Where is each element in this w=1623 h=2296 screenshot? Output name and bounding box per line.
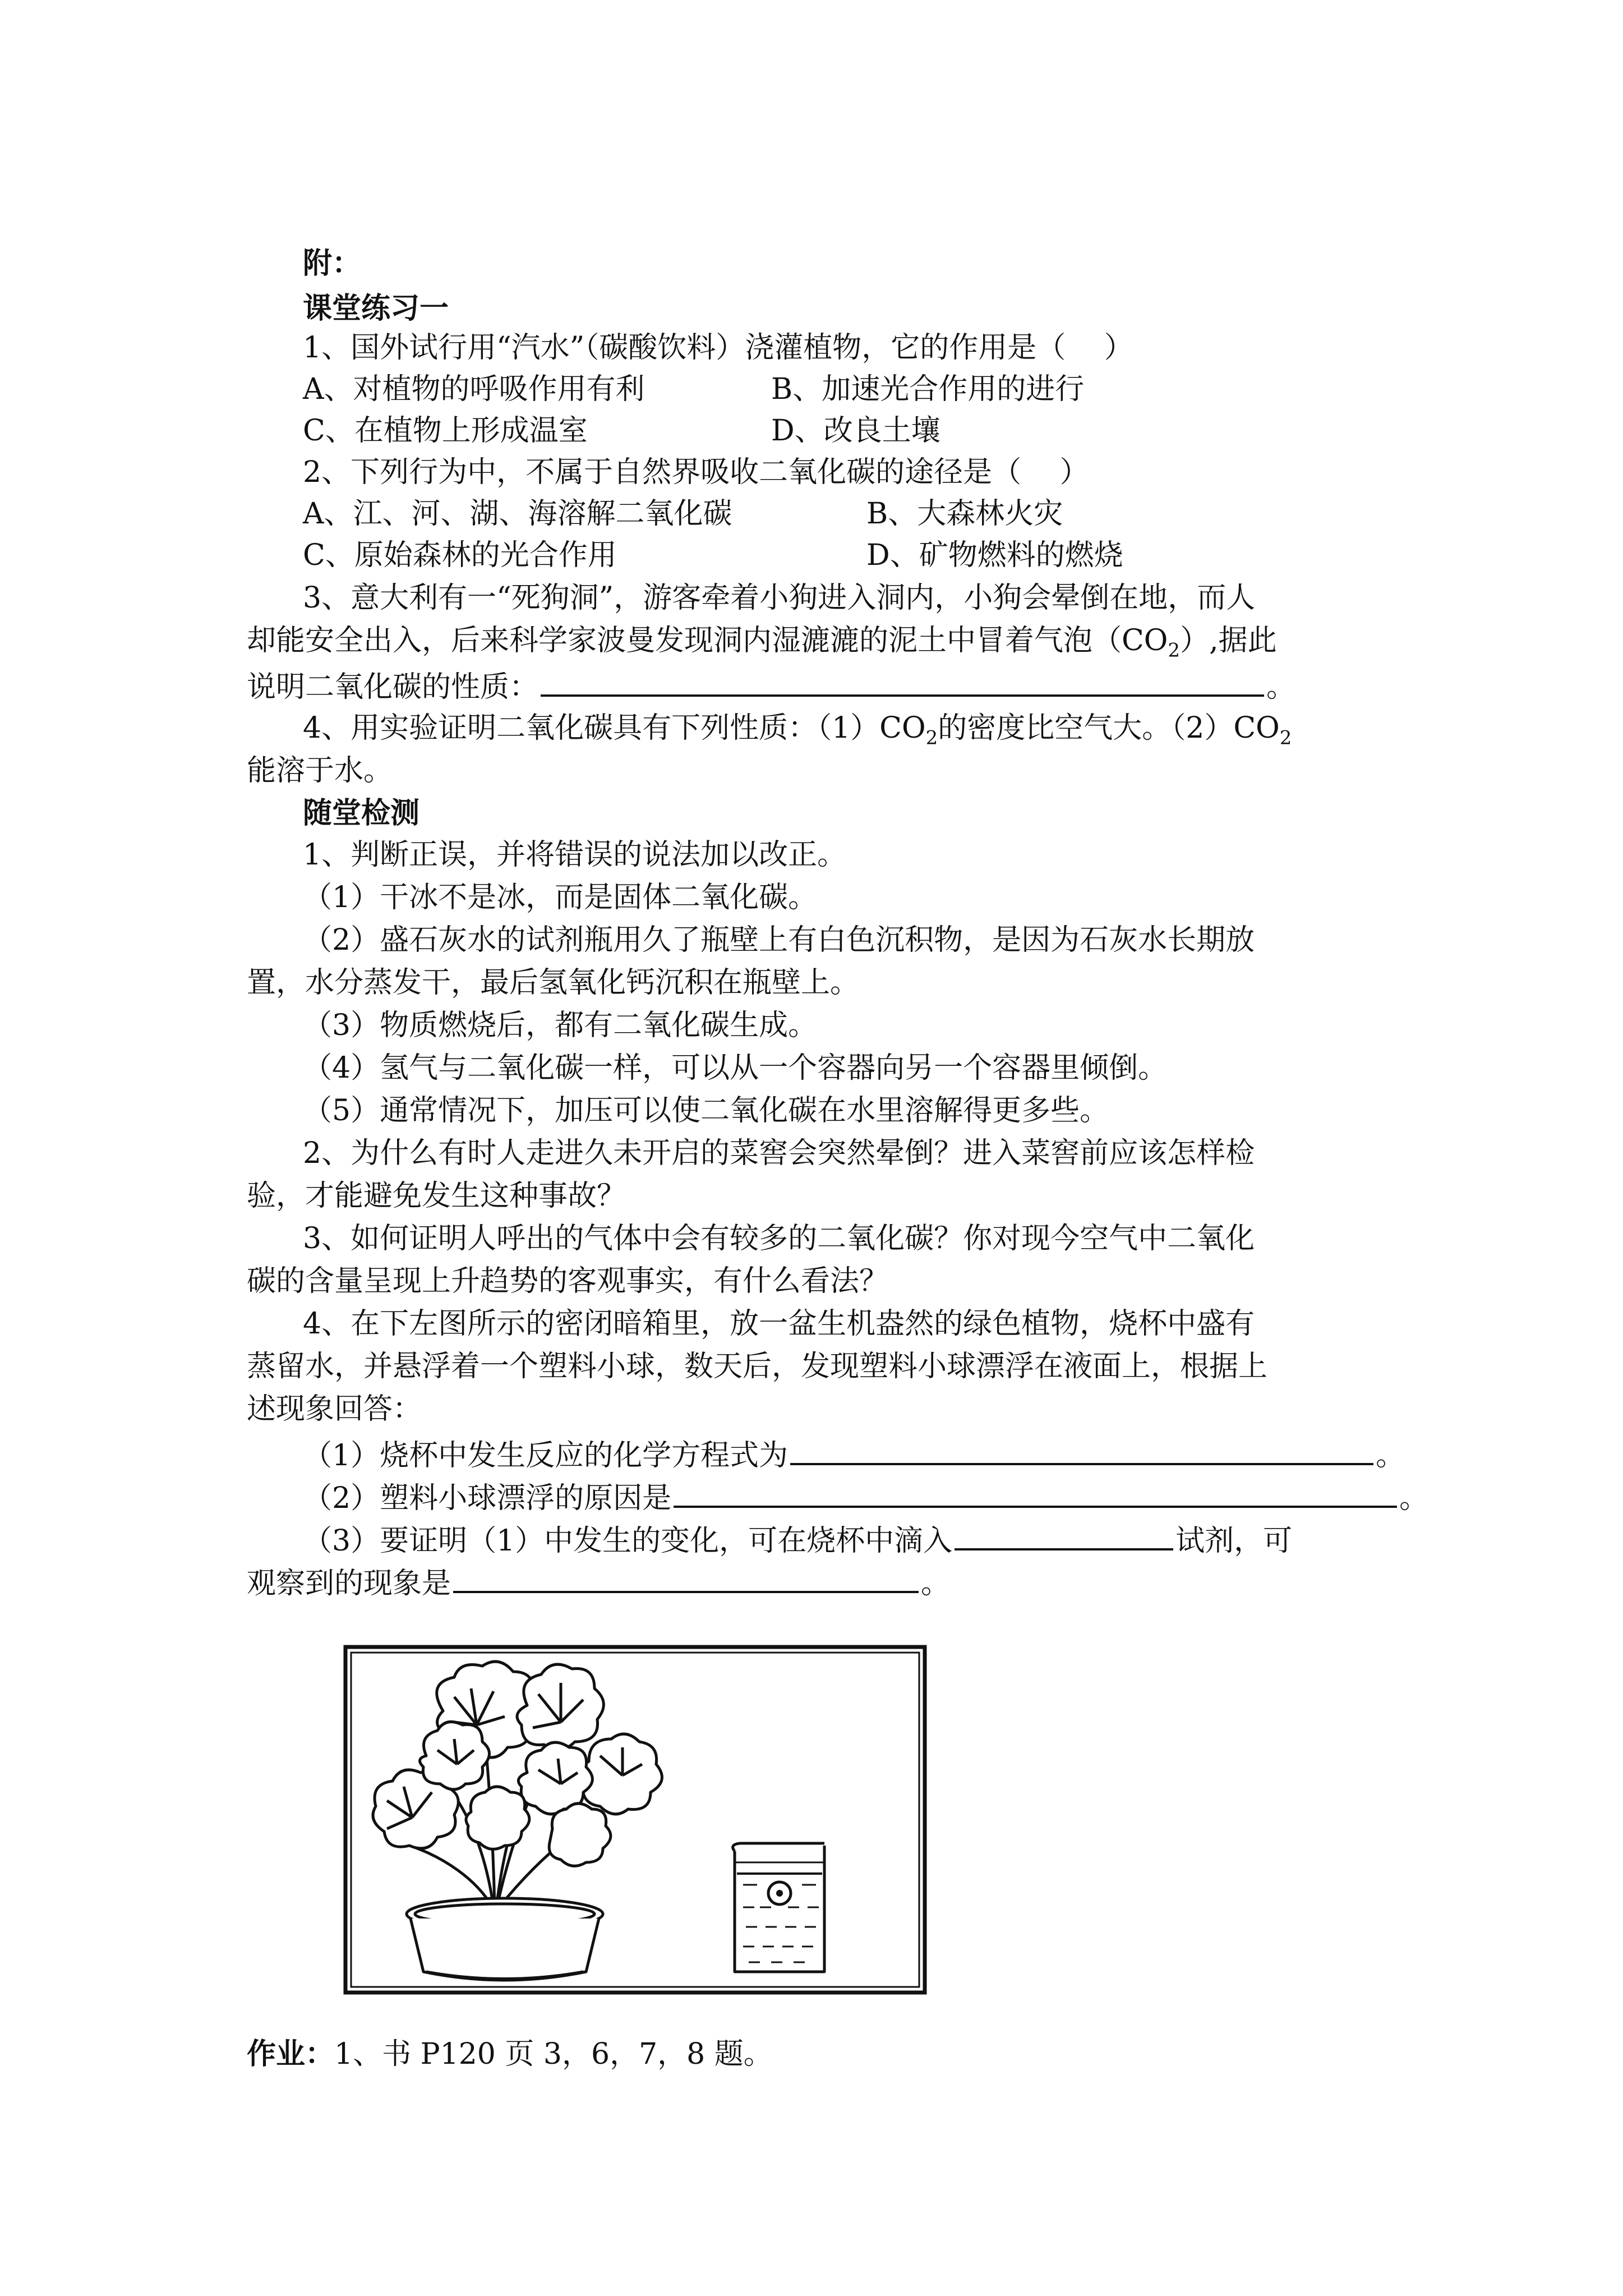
- potted-plant: [373, 1662, 662, 1980]
- test-q2-line1: 2、为什么有时人走进久未开启的菜窖会突然晕倒？进入菜窖前应该怎样检: [303, 1137, 1255, 1170]
- practice-q2: 2、下列行为中，不属于自然界吸收二氧化碳的途径是（ ）: [303, 455, 1089, 489]
- answer-blank[interactable]: [955, 1519, 1173, 1550]
- practice-q2-option-d: D、矿物燃料的燃烧: [866, 539, 1123, 572]
- test-q4-item3-line2: 观察到的现象是 。: [247, 1562, 950, 1602]
- test-q3-line2: 碳的含量呈现上升趋势的客观事实，有什么看法？: [247, 1264, 889, 1298]
- test-q4-item1: （1）烧杯中发生反应的化学方程式为 。: [303, 1434, 1405, 1474]
- section-practice-heading: 课堂练习一: [303, 291, 449, 325]
- test-q2-line2: 验，才能避免发生这种事故？: [247, 1179, 626, 1213]
- answer-blank[interactable]: [453, 1562, 919, 1593]
- appendix-heading: 附：: [303, 246, 362, 280]
- practice-q2-option-a: A、江、河、湖、海溶解二氧化碳: [303, 497, 732, 531]
- test-q1-item4: （4）氢气与二氧化碳一样，可以从一个容器向另一个容器里倾倒。: [303, 1051, 1168, 1085]
- practice-q2-option-c: C、原始森林的光合作用: [303, 539, 617, 572]
- practice-q4-line2: 能溶于水。: [247, 754, 393, 788]
- practice-q3-line1: 3、意大利有一“死狗洞”，游客牵着小狗进入洞内，小狗会晕倒在地，而人: [303, 581, 1256, 615]
- test-q4-line2: 蒸留水，并悬浮着一个塑料小球，数天后，发现塑料小球漂浮在液面上，根据上: [247, 1350, 1268, 1383]
- practice-q2-option-b: B、大森林火灾: [866, 497, 1063, 531]
- practice-q1-option-b: B、加速光合作用的进行: [771, 372, 1085, 406]
- test-q4-line1: 4、在下左图所示的密闭暗箱里，放一盆生机盎然的绿色植物，烧杯中盛有: [303, 1307, 1255, 1341]
- practice-q1-option-a: A、对植物的呼吸作用有利: [303, 372, 645, 406]
- practice-q3-line3: 说明二氧化碳的性质： 。: [247, 665, 1295, 705]
- test-q1-item2-line1: （2）盛石灰水的试剂瓶用久了瓶壁上有白色沉积物，是因为石灰水长期放: [303, 923, 1255, 957]
- practice-q4-line1: 4、用实验证明二氧化碳具有下列性质：$(1)CO_2$的密度比空气大。$(2)CO_2$: [303, 711, 1292, 749]
- test-q3-line1: 3、如何证明人呼出的气体中会有较多的二氧化碳？你对现今空气中二氧化: [303, 1222, 1255, 1255]
- practice-q1-option-d: D、改良土壤: [771, 414, 940, 448]
- dark-box-figure: [342, 1644, 928, 1996]
- test-q4-item2: （2）塑料小球漂浮的原因是 。: [303, 1476, 1428, 1516]
- test-q4-line3: 述现象回答：: [247, 1392, 422, 1426]
- homework-line: 作业：1、书 P120 页 3，6，7，8 题。: [247, 2037, 773, 2071]
- test-q1-item3: （3）物质燃烧后，都有二氧化碳生成。: [303, 1009, 818, 1042]
- test-q4-item3-line1: （3）要证明（1）中发生的变化，可在烧杯中滴入 试剂，可: [303, 1519, 1292, 1559]
- test-q1-item5: （5）通常情况下，加压可以使二氧化碳在水里溶解得更多些。: [303, 1094, 1109, 1128]
- section-test-heading: 随堂检测: [303, 796, 420, 830]
- test-q1-item1: （1）干冰不是冰，而是固体二氧化碳。: [303, 881, 818, 914]
- test-q1: 1、判断正误，并将错误的说法加以改正。: [303, 838, 847, 872]
- answer-blank[interactable]: [674, 1476, 1397, 1508]
- practice-q1: 1、国外试行用“汽水”（碳酸饮料）浇灌植物，它的作用是（ ）: [303, 331, 1133, 365]
- practice-q1-option-c: C、在植物上形成温室: [303, 414, 588, 448]
- answer-blank[interactable]: [790, 1434, 1373, 1465]
- test-q1-item2-line2: 置，水分蒸发干，最后氢氧化钙沉积在瓶壁上。: [247, 966, 860, 1000]
- beaker-with-floating-ball: [733, 1843, 824, 1972]
- answer-blank[interactable]: [541, 665, 1264, 697]
- practice-q3-line2: 却能安全出入，后来科学家波曼发现洞内湿漉漉的泥土中冒着气泡$(CO_2)$,据此: [247, 624, 1277, 662]
